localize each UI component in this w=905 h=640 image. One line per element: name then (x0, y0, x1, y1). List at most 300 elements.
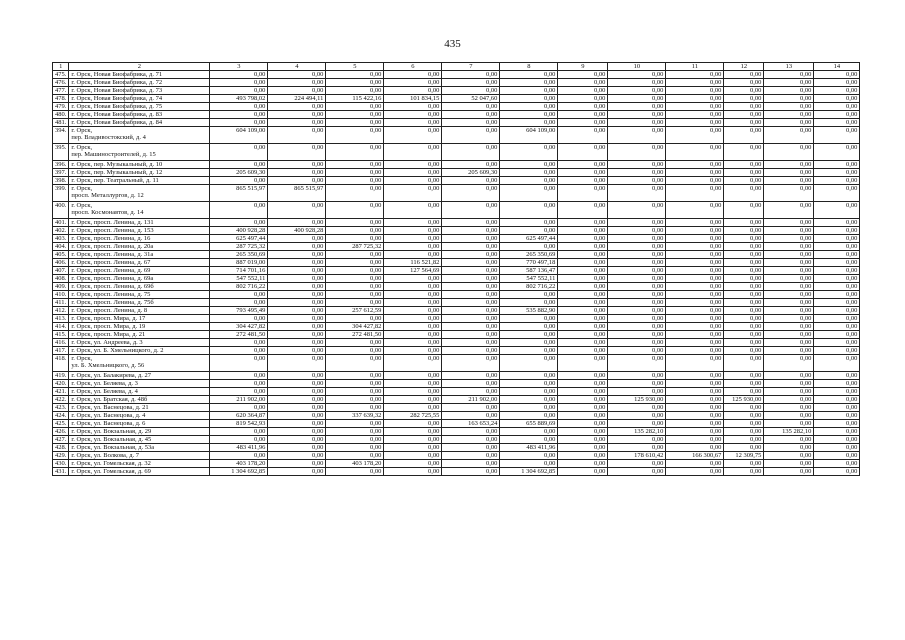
column-header: 11 (666, 63, 724, 71)
amount-cell: 0,00 (326, 185, 384, 202)
amount-cell: 865 515,97 (210, 185, 268, 202)
amount-cell: 0,00 (326, 259, 384, 267)
amount-cell: 0,00 (814, 95, 860, 103)
amount-cell: 0,00 (268, 219, 326, 227)
address-cell: г. Орск, ул. Беляева, д. 4 (69, 388, 210, 396)
amount-cell: 0,00 (608, 119, 666, 127)
page-number: 435 (444, 38, 461, 50)
amount-cell: 535 882,90 (500, 307, 558, 315)
amount-cell: 0,00 (608, 111, 666, 119)
amount-cell: 0,00 (500, 299, 558, 307)
amount-cell: 1 304 692,85 (500, 468, 558, 476)
amount-cell: 0,00 (500, 291, 558, 299)
amount-cell: 0,00 (326, 372, 384, 380)
row-number-cell: 409. (53, 283, 69, 291)
amount-cell: 793 495,49 (210, 307, 268, 315)
amount-cell: 0,00 (210, 87, 268, 95)
amount-cell: 0,00 (608, 275, 666, 283)
amount-cell: 0,00 (326, 251, 384, 259)
amount-cell: 0,00 (268, 111, 326, 119)
amount-cell: 0,00 (764, 283, 814, 291)
amount-cell: 0,00 (500, 185, 558, 202)
amount-cell: 0,00 (558, 185, 608, 202)
amount-cell: 0,00 (442, 251, 500, 259)
amount-cell: 0,00 (764, 315, 814, 323)
table-row (53, 420, 860, 428)
amount-cell: 0,00 (724, 243, 764, 251)
amount-cell: 0,00 (384, 380, 442, 388)
amount-cell: 0,00 (724, 103, 764, 111)
amount-cell: 587 136,47 (500, 267, 558, 275)
amount-cell: 0,00 (268, 323, 326, 331)
amount-cell: 0,00 (666, 291, 724, 299)
amount-cell: 0,00 (326, 219, 384, 227)
amount-cell: 0,00 (814, 299, 860, 307)
amount-cell: 0,00 (326, 103, 384, 111)
amount-cell: 0,00 (442, 283, 500, 291)
amount-cell: 0,00 (442, 339, 500, 347)
address-cell: г. Орск, ул. Б. Хмельницкого, д. 56 (69, 355, 210, 372)
amount-cell: 0,00 (724, 251, 764, 259)
amount-cell: 0,00 (608, 202, 666, 219)
amount-cell: 0,00 (442, 144, 500, 161)
amount-cell: 0,00 (724, 227, 764, 235)
amount-cell: 0,00 (384, 177, 442, 185)
table-row (53, 111, 860, 119)
amount-cell: 0,00 (724, 388, 764, 396)
amount-cell: 0,00 (724, 323, 764, 331)
table-row (53, 412, 860, 420)
amount-cell: 0,00 (500, 428, 558, 436)
amount-cell: 0,00 (384, 299, 442, 307)
amount-cell: 0,00 (442, 412, 500, 420)
amount-cell: 0,00 (814, 243, 860, 251)
amount-cell: 0,00 (764, 323, 814, 331)
amount-cell: 0,00 (764, 79, 814, 87)
row-number-cell: 479. (53, 103, 69, 111)
amount-cell: 0,00 (326, 71, 384, 79)
amount-cell: 0,00 (558, 428, 608, 436)
amount-cell: 0,00 (814, 452, 860, 460)
amount-cell: 0,00 (558, 452, 608, 460)
amount-cell: 0,00 (666, 119, 724, 127)
amount-cell: 224 494,11 (268, 95, 326, 103)
amount-cell: 0,00 (608, 372, 666, 380)
amount-cell: 0,00 (210, 71, 268, 79)
row-number-cell: 481. (53, 119, 69, 127)
row-number-cell: 411. (53, 299, 69, 307)
amount-cell: 0,00 (558, 267, 608, 275)
amount-cell: 0,00 (500, 111, 558, 119)
amount-cell: 0,00 (268, 315, 326, 323)
amount-cell: 0,00 (500, 396, 558, 404)
amount-cell: 0,00 (210, 161, 268, 169)
amount-cell: 0,00 (500, 243, 558, 251)
amount-cell: 0,00 (326, 235, 384, 243)
amount-cell: 0,00 (666, 127, 724, 144)
amount-cell: 0,00 (210, 339, 268, 347)
amount-cell: 0,00 (442, 71, 500, 79)
amount-cell: 0,00 (814, 87, 860, 95)
amount-cell: 0,00 (764, 161, 814, 169)
amount-cell: 0,00 (724, 219, 764, 227)
amount-cell: 0,00 (724, 202, 764, 219)
amount-cell: 0,00 (500, 169, 558, 177)
amount-cell: 0,00 (442, 235, 500, 243)
amount-cell: 0,00 (764, 275, 814, 283)
amount-cell: 0,00 (608, 339, 666, 347)
amount-cell: 0,00 (500, 436, 558, 444)
row-number-cell: 397. (53, 169, 69, 177)
amount-cell: 0,00 (666, 331, 724, 339)
amount-cell: 135 282,10 (764, 428, 814, 436)
amount-cell: 0,00 (442, 307, 500, 315)
table-row (53, 202, 860, 219)
address-cell: г. Орск, ул. Гомельская, д. 32 (69, 460, 210, 468)
amount-cell: 0,00 (724, 127, 764, 144)
amount-cell: 0,00 (210, 372, 268, 380)
amount-cell: 625 497,44 (210, 235, 268, 243)
amount-cell: 0,00 (326, 315, 384, 323)
row-number-cell: 403. (53, 235, 69, 243)
row-number-cell: 420. (53, 380, 69, 388)
amount-cell: 257 612,59 (326, 307, 384, 315)
amount-cell: 0,00 (724, 185, 764, 202)
amount-cell: 0,00 (384, 436, 442, 444)
row-number-cell: 419. (53, 372, 69, 380)
amount-cell: 0,00 (500, 380, 558, 388)
row-number-cell: 476. (53, 79, 69, 87)
amount-cell: 0,00 (724, 339, 764, 347)
amount-cell: 0,00 (384, 227, 442, 235)
amount-cell: 0,00 (210, 219, 268, 227)
amount-cell: 0,00 (500, 388, 558, 396)
column-header: 1 (53, 63, 69, 71)
address-cell: г. Орск, пер. Музыкальный, д. 12 (69, 169, 210, 177)
column-header: 12 (724, 63, 764, 71)
amount-cell: 0,00 (558, 275, 608, 283)
amount-cell: 0,00 (608, 227, 666, 235)
amount-cell: 0,00 (666, 339, 724, 347)
amount-cell: 0,00 (442, 111, 500, 119)
amount-cell: 0,00 (764, 259, 814, 267)
table-row (53, 259, 860, 267)
table-row (53, 396, 860, 404)
amount-cell: 0,00 (814, 380, 860, 388)
amount-cell: 403 178,20 (326, 460, 384, 468)
amount-cell: 0,00 (814, 185, 860, 202)
amount-cell: 620 364,87 (210, 412, 268, 420)
amount-cell: 0,00 (210, 347, 268, 355)
amount-cell: 0,00 (500, 202, 558, 219)
amount-cell: 0,00 (724, 412, 764, 420)
amount-cell: 0,00 (268, 380, 326, 388)
amount-cell: 0,00 (608, 144, 666, 161)
amount-cell: 0,00 (442, 202, 500, 219)
amount-cell: 0,00 (764, 291, 814, 299)
amount-cell: 0,00 (724, 347, 764, 355)
amount-cell: 1 304 692,85 (210, 468, 268, 476)
amount-cell: 887 019,00 (210, 259, 268, 267)
amount-cell: 0,00 (268, 169, 326, 177)
amount-cell: 0,00 (268, 235, 326, 243)
row-number-cell: 398. (53, 177, 69, 185)
row-number-cell: 394. (53, 127, 69, 144)
amount-cell: 0,00 (268, 103, 326, 111)
amount-cell: 0,00 (500, 339, 558, 347)
amount-cell: 0,00 (666, 412, 724, 420)
amount-cell: 0,00 (384, 144, 442, 161)
amount-cell: 0,00 (268, 355, 326, 372)
amount-cell: 0,00 (724, 144, 764, 161)
address-cell: г. Орск, Новая Биофабрика, д. 84 (69, 119, 210, 127)
amount-cell: 0,00 (442, 428, 500, 436)
amount-cell: 0,00 (384, 420, 442, 428)
amount-cell: 0,00 (210, 119, 268, 127)
amount-cell: 0,00 (268, 267, 326, 275)
amount-cell: 0,00 (558, 404, 608, 412)
amount-cell: 0,00 (558, 468, 608, 476)
address-cell: г. Орск, ул. Андреева, д. 3 (69, 339, 210, 347)
row-number-cell: 404. (53, 243, 69, 251)
amount-cell: 0,00 (608, 79, 666, 87)
amount-cell: 166 300,67 (666, 452, 724, 460)
amount-cell: 0,00 (764, 388, 814, 396)
amount-cell: 0,00 (384, 219, 442, 227)
amount-cell: 0,00 (442, 436, 500, 444)
amount-cell: 0,00 (666, 283, 724, 291)
amount-cell: 0,00 (210, 388, 268, 396)
row-number-cell: 413. (53, 315, 69, 323)
amount-cell: 0,00 (268, 428, 326, 436)
address-cell: г. Орск, просп. Ленина, д. 69б (69, 283, 210, 291)
amount-cell: 0,00 (608, 87, 666, 95)
amount-cell: 0,00 (764, 219, 814, 227)
amount-cell: 0,00 (268, 177, 326, 185)
address-cell: г. Орск, просп. Ленина, д. 69 (69, 267, 210, 275)
address-cell: г. Орск, просп. Ленина, д. 67 (69, 259, 210, 267)
amount-cell: 0,00 (764, 339, 814, 347)
amount-cell: 0,00 (558, 202, 608, 219)
amount-cell: 0,00 (814, 144, 860, 161)
amount-cell: 0,00 (764, 452, 814, 460)
row-number-cell: 412. (53, 307, 69, 315)
amount-cell: 0,00 (724, 444, 764, 452)
address-cell: г. Орск, ул. Вокзальная, д. 29 (69, 428, 210, 436)
amount-cell: 403 178,20 (210, 460, 268, 468)
amount-cell: 0,00 (666, 420, 724, 428)
amount-cell: 483 411,96 (500, 444, 558, 452)
table-row (53, 119, 860, 127)
amount-cell: 0,00 (384, 452, 442, 460)
amount-cell: 0,00 (558, 347, 608, 355)
amount-cell: 0,00 (558, 227, 608, 235)
amount-cell: 0,00 (764, 251, 814, 259)
amount-cell: 0,00 (442, 452, 500, 460)
amount-cell: 0,00 (608, 169, 666, 177)
table-row (53, 323, 860, 331)
row-number-cell: 407. (53, 267, 69, 275)
amount-cell: 0,00 (666, 219, 724, 227)
amount-cell: 0,00 (764, 460, 814, 468)
amount-cell: 655 889,69 (500, 420, 558, 428)
amount-cell: 0,00 (724, 307, 764, 315)
column-header: 5 (326, 63, 384, 71)
amount-cell: 52 047,60 (442, 95, 500, 103)
amount-cell: 0,00 (608, 71, 666, 79)
amount-cell: 0,00 (384, 235, 442, 243)
amount-cell: 0,00 (268, 388, 326, 396)
amount-cell: 0,00 (384, 103, 442, 111)
amount-cell: 163 653,24 (442, 420, 500, 428)
amount-cell: 0,00 (442, 372, 500, 380)
address-cell: г. Орск, ул. Вокзальная, д. 53а (69, 444, 210, 452)
amount-cell: 0,00 (268, 144, 326, 161)
amount-cell: 0,00 (814, 127, 860, 144)
amount-cell: 0,00 (384, 202, 442, 219)
amount-cell: 0,00 (724, 267, 764, 275)
amount-cell: 0,00 (764, 396, 814, 404)
amount-cell: 0,00 (384, 388, 442, 396)
amount-cell: 0,00 (442, 380, 500, 388)
table-row (53, 127, 860, 144)
amount-cell: 0,00 (500, 460, 558, 468)
amount-cell: 0,00 (608, 185, 666, 202)
amount-cell: 0,00 (500, 372, 558, 380)
row-number-cell: 428. (53, 444, 69, 452)
amount-cell: 0,00 (666, 185, 724, 202)
row-number-cell: 415. (53, 331, 69, 339)
amount-cell: 0,00 (724, 420, 764, 428)
amount-cell: 0,00 (666, 227, 724, 235)
amount-cell: 0,00 (558, 460, 608, 468)
table-row (53, 71, 860, 79)
amount-cell: 0,00 (814, 307, 860, 315)
amount-cell: 0,00 (666, 396, 724, 404)
amount-cell: 0,00 (666, 87, 724, 95)
amount-cell: 0,00 (210, 428, 268, 436)
amount-cell: 0,00 (666, 355, 724, 372)
amount-cell: 0,00 (500, 79, 558, 87)
amount-cell: 0,00 (442, 267, 500, 275)
amount-cell: 0,00 (814, 315, 860, 323)
table-row (53, 339, 860, 347)
amount-cell: 0,00 (814, 412, 860, 420)
amount-cell: 0,00 (384, 275, 442, 283)
amount-cell: 0,00 (210, 299, 268, 307)
amount-cell: 0,00 (326, 161, 384, 169)
amount-cell: 12 309,75 (724, 452, 764, 460)
address-cell: г. Орск, Новая Биофабрика, д. 72 (69, 79, 210, 87)
address-cell: г. Орск, просп. Мира, д. 21 (69, 331, 210, 339)
amount-cell: 0,00 (558, 315, 608, 323)
row-number-cell: 478. (53, 95, 69, 103)
amount-cell: 0,00 (442, 127, 500, 144)
amount-cell: 0,00 (666, 161, 724, 169)
table-row (53, 227, 860, 235)
amount-cell: 0,00 (268, 259, 326, 267)
amount-cell: 0,00 (764, 331, 814, 339)
amount-cell: 0,00 (608, 127, 666, 144)
amount-cell: 0,00 (268, 331, 326, 339)
amount-cell: 0,00 (666, 404, 724, 412)
amount-cell: 0,00 (268, 412, 326, 420)
table-row (53, 95, 860, 103)
amount-cell: 0,00 (764, 235, 814, 243)
row-number-cell: 402. (53, 227, 69, 235)
amount-cell: 0,00 (814, 444, 860, 452)
amount-cell: 0,00 (500, 95, 558, 103)
amount-cell: 0,00 (764, 468, 814, 476)
amount-cell: 287 725,32 (210, 243, 268, 251)
amount-cell: 0,00 (814, 283, 860, 291)
amount-cell: 0,00 (724, 355, 764, 372)
amount-cell: 0,00 (724, 177, 764, 185)
amount-cell: 0,00 (764, 202, 814, 219)
amount-cell: 272 481,50 (210, 331, 268, 339)
amount-cell: 0,00 (326, 291, 384, 299)
amount-cell: 0,00 (268, 275, 326, 283)
amount-cell: 0,00 (724, 161, 764, 169)
amount-cell: 0,00 (666, 251, 724, 259)
amount-cell: 0,00 (442, 299, 500, 307)
amount-cell: 0,00 (814, 347, 860, 355)
table-row (53, 169, 860, 177)
address-cell: г. Орск, ул. Балакирева, д. 27 (69, 372, 210, 380)
amount-cell: 0,00 (608, 251, 666, 259)
amount-cell: 0,00 (764, 267, 814, 275)
amount-cell: 0,00 (326, 177, 384, 185)
column-header: 14 (814, 63, 860, 71)
row-number-cell: 405. (53, 251, 69, 259)
address-cell: г. Орск, просп. Ленина, д. 131 (69, 219, 210, 227)
amount-cell: 0,00 (384, 468, 442, 476)
amount-cell: 0,00 (500, 452, 558, 460)
amount-cell: 0,00 (666, 388, 724, 396)
amount-cell: 0,00 (608, 161, 666, 169)
column-header: 2 (69, 63, 210, 71)
amount-cell: 0,00 (500, 323, 558, 331)
amount-cell: 0,00 (724, 291, 764, 299)
amount-cell: 0,00 (210, 436, 268, 444)
amount-cell: 0,00 (814, 227, 860, 235)
table-row (53, 235, 860, 243)
address-cell: г. Орск, просп. Ленина, д. 20а (69, 243, 210, 251)
table-header-row (53, 63, 860, 71)
amount-cell: 0,00 (608, 412, 666, 420)
amount-cell: 0,00 (814, 71, 860, 79)
address-cell: г. Орск, ул. Васнецова, д. 6 (69, 420, 210, 428)
amount-cell: 0,00 (666, 468, 724, 476)
amount-cell: 0,00 (764, 169, 814, 177)
amount-cell: 0,00 (666, 275, 724, 283)
amount-cell: 0,00 (608, 347, 666, 355)
amount-cell: 0,00 (500, 161, 558, 169)
row-number-cell: 399. (53, 185, 69, 202)
amount-cell: 0,00 (558, 259, 608, 267)
row-number-cell: 430. (53, 460, 69, 468)
amount-cell: 0,00 (764, 436, 814, 444)
amount-cell: 604 109,00 (500, 127, 558, 144)
amount-cell: 802 716,22 (210, 283, 268, 291)
address-cell: г. Орск, ул. Б. Хмельницкого, д. 2 (69, 347, 210, 355)
amount-cell: 714 701,16 (210, 267, 268, 275)
amount-cell: 0,00 (724, 119, 764, 127)
table-row (53, 103, 860, 111)
amount-cell: 0,00 (764, 177, 814, 185)
amount-cell: 0,00 (558, 372, 608, 380)
amount-cell: 0,00 (666, 372, 724, 380)
